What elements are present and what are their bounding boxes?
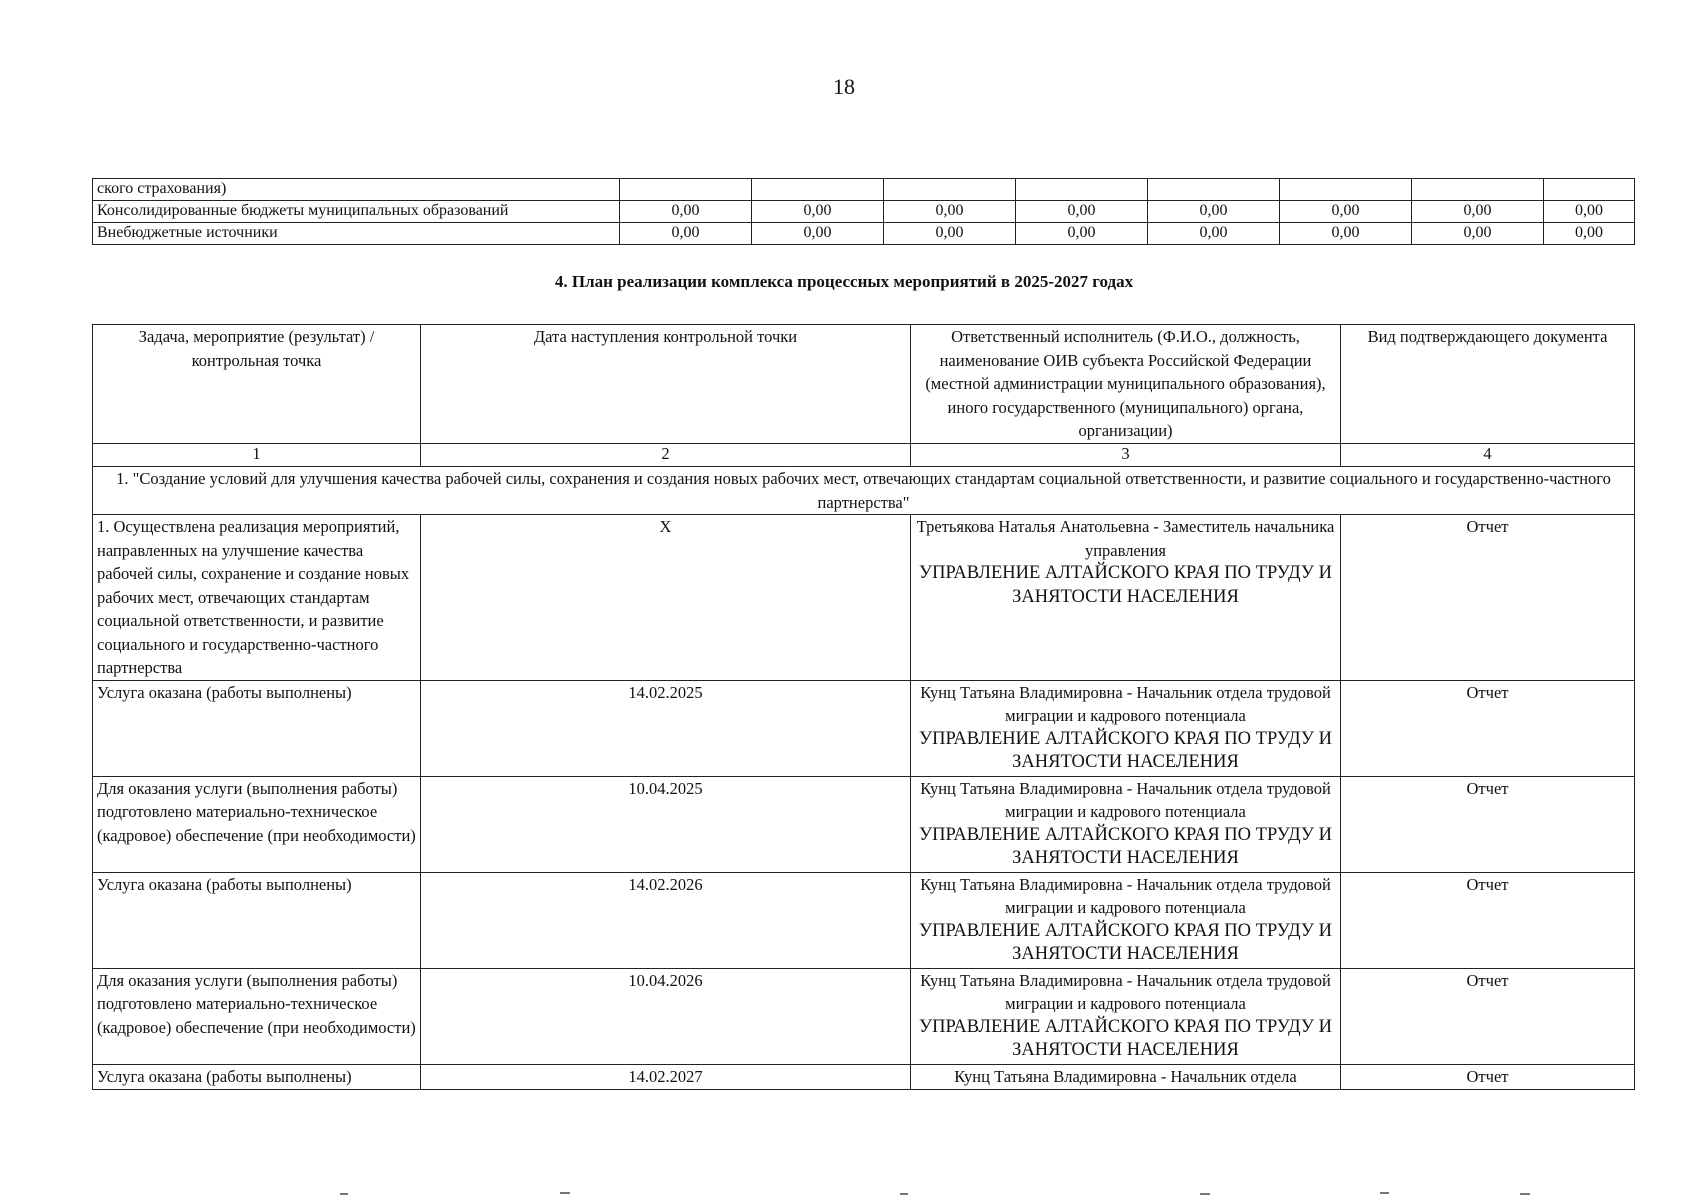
budget-row-label: Консолидированные бюджеты муниципальных образований: [93, 201, 620, 223]
executor-person: Третьякова Наталья Анатольевна - Заместитель начальника управления: [916, 517, 1335, 560]
budget-cell: [1412, 179, 1544, 201]
row-executor: [911, 515, 1341, 681]
budget-row-label: Внебюджетные источники: [93, 223, 620, 245]
budget-row: [93, 223, 1635, 245]
budget-row: [93, 179, 1635, 201]
executor-person: Кунц Татьяна Владимировна - Начальник отдела: [954, 1066, 1297, 1086]
page-number: 18: [833, 74, 855, 99]
budget-cell: 0,00: [752, 201, 884, 223]
row-date: 14.02.2025: [421, 680, 911, 776]
row-date: 10.04.2026: [421, 968, 911, 1064]
task-title: 1. "Создание условий для улучшения качества рабочей силы, сохранения и создания новых рабочих мест, отвечающих стандартам социальной ответственности, и развитие социального и государственно-частного партнерства": [93, 467, 1635, 515]
row-name: Услуга оказана (работы выполнены): [93, 1064, 421, 1089]
row-executor: [911, 872, 1341, 968]
scan-artifact: [560, 1192, 570, 1194]
budget-cell: 0,00: [1280, 223, 1412, 245]
task-title-row: [93, 467, 1635, 515]
budget-cell: [1280, 179, 1412, 201]
budget-cell: 0,00: [1016, 201, 1148, 223]
executor-person: Кунц Татьяна Владимировна - Начальник отдела трудовой миграции и кадрового потенциала: [920, 874, 1331, 917]
scan-artifact: [1520, 1193, 1530, 1195]
row-name: Для оказания услуги (выполнения работы) подготовлено материально-техническое (кадровое) обеспечение (при необходимости): [93, 776, 421, 872]
header-date: Дата наступления контрольной точки: [421, 325, 911, 444]
budget-cell: 0,00: [1148, 223, 1280, 245]
row-document: Отчет: [1341, 680, 1635, 776]
section-title: 4. План реализации комплекса процессных мероприятий в 2025-2027 годах: [554, 272, 1134, 291]
budget-cell: [1544, 179, 1635, 201]
budget-cell: [884, 179, 1016, 201]
row-document: Отчет: [1341, 872, 1635, 968]
executor-organization: УПРАВЛЕНИЕ АЛТАЙСКОГО КРАЯ ПО ТРУДУ И ЗАНЯТОСТИ НАСЕЛЕНИЯ: [919, 563, 1332, 607]
scan-artifact: [340, 1193, 348, 1195]
executor-organization: УПРАВЛЕНИЕ АЛТАЙСКОГО КРАЯ ПО ТРУДУ И ЗАНЯТОСТИ НАСЕЛЕНИЯ: [919, 728, 1332, 772]
budget-cell: 0,00: [1412, 223, 1544, 245]
budget-cell: 0,00: [1412, 201, 1544, 223]
table-row: [93, 872, 1635, 968]
budget-cell: 0,00: [1016, 223, 1148, 245]
row-date: 10.04.2025: [421, 776, 911, 872]
budget-row-label: ского страхования): [93, 179, 620, 201]
budget-cell: [1016, 179, 1148, 201]
row-date: X: [421, 515, 911, 681]
budget-cell: [620, 179, 752, 201]
budget-table: [92, 178, 1635, 245]
row-name: Услуга оказана (работы выполнены): [93, 872, 421, 968]
executor-organization: УПРАВЛЕНИЕ АЛТАЙСКОГО КРАЯ ПО ТРУДУ И ЗАНЯТОСТИ НАСЕЛЕНИЯ: [919, 920, 1332, 964]
budget-cell: 0,00: [752, 223, 884, 245]
row-document: Отчет: [1341, 776, 1635, 872]
budget-cell: [752, 179, 884, 201]
table-row: [93, 1064, 1635, 1089]
table-row: [93, 776, 1635, 872]
column-number: 4: [1341, 444, 1635, 467]
column-number: 1: [93, 444, 421, 467]
row-executor: [911, 968, 1341, 1064]
table-row: [93, 680, 1635, 776]
row-date: 14.02.2026: [421, 872, 911, 968]
budget-row: [93, 201, 1635, 223]
row-document: Отчет: [1341, 968, 1635, 1064]
scan-artifact: [900, 1193, 908, 1195]
row-executor: [911, 1064, 1341, 1089]
executor-person: Кунц Татьяна Владимировна - Начальник отдела трудовой миграции и кадрового потенциала: [920, 682, 1331, 725]
row-name: Услуга оказана (работы выполнены): [93, 680, 421, 776]
row-executor: [911, 776, 1341, 872]
column-number-row: [93, 444, 1635, 467]
header-document: Вид подтверждающего документа: [1341, 325, 1635, 444]
plan-header-row: [93, 325, 1635, 444]
header-task: Задача, мероприятие (результат) / контрольная точка: [93, 325, 421, 444]
header-executor: Ответственный исполнитель (Ф.И.О., должность, наименование ОИВ субъекта Российской Федерации (местной администрации муниципального образования), иного государственного (муниципального) органа, организации): [911, 325, 1341, 444]
budget-cell: 0,00: [884, 223, 1016, 245]
column-number: 2: [421, 444, 911, 467]
row-date: 14.02.2027: [421, 1064, 911, 1089]
executor-organization: УПРАВЛЕНИЕ АЛТАЙСКОГО КРАЯ ПО ТРУДУ И ЗАНЯТОСТИ НАСЕЛЕНИЯ: [919, 1016, 1332, 1060]
budget-cell: 0,00: [1544, 223, 1635, 245]
scan-artifact: [1380, 1192, 1389, 1194]
budget-cell: [1148, 179, 1280, 201]
executor-organization: УПРАВЛЕНИЕ АЛТАЙСКОГО КРАЯ ПО ТРУДУ И ЗАНЯТОСТИ НАСЕЛЕНИЯ: [919, 824, 1332, 868]
budget-cell: 0,00: [1544, 201, 1635, 223]
row-document: Отчет: [1341, 1064, 1635, 1089]
budget-cell: 0,00: [884, 201, 1016, 223]
budget-cell: 0,00: [620, 201, 752, 223]
table-row: [93, 515, 1635, 681]
row-executor: [911, 680, 1341, 776]
row-name: 1. Осуществлена реализация мероприятий, направленных на улучшение качества рабочей силы, сохранение и создание новых рабочих мест, отвечающих стандартам социальной ответственности, и развитие социального и государственно-частного партнерства: [93, 515, 421, 681]
budget-cell: 0,00: [1148, 201, 1280, 223]
executor-person: Кунц Татьяна Владимировна - Начальник отдела трудовой миграции и кадрового потенциала: [920, 778, 1331, 821]
scan-artifact: [1200, 1193, 1210, 1195]
budget-cell: 0,00: [1280, 201, 1412, 223]
table-row: [93, 968, 1635, 1064]
row-name: Для оказания услуги (выполнения работы) подготовлено материально-техническое (кадровое) обеспечение (при необходимости): [93, 968, 421, 1064]
column-number: 3: [911, 444, 1341, 467]
row-document: Отчет: [1341, 515, 1635, 681]
budget-cell: 0,00: [620, 223, 752, 245]
executor-person: Кунц Татьяна Владимировна - Начальник отдела трудовой миграции и кадрового потенциала: [920, 970, 1331, 1013]
plan-table: [92, 324, 1635, 1090]
